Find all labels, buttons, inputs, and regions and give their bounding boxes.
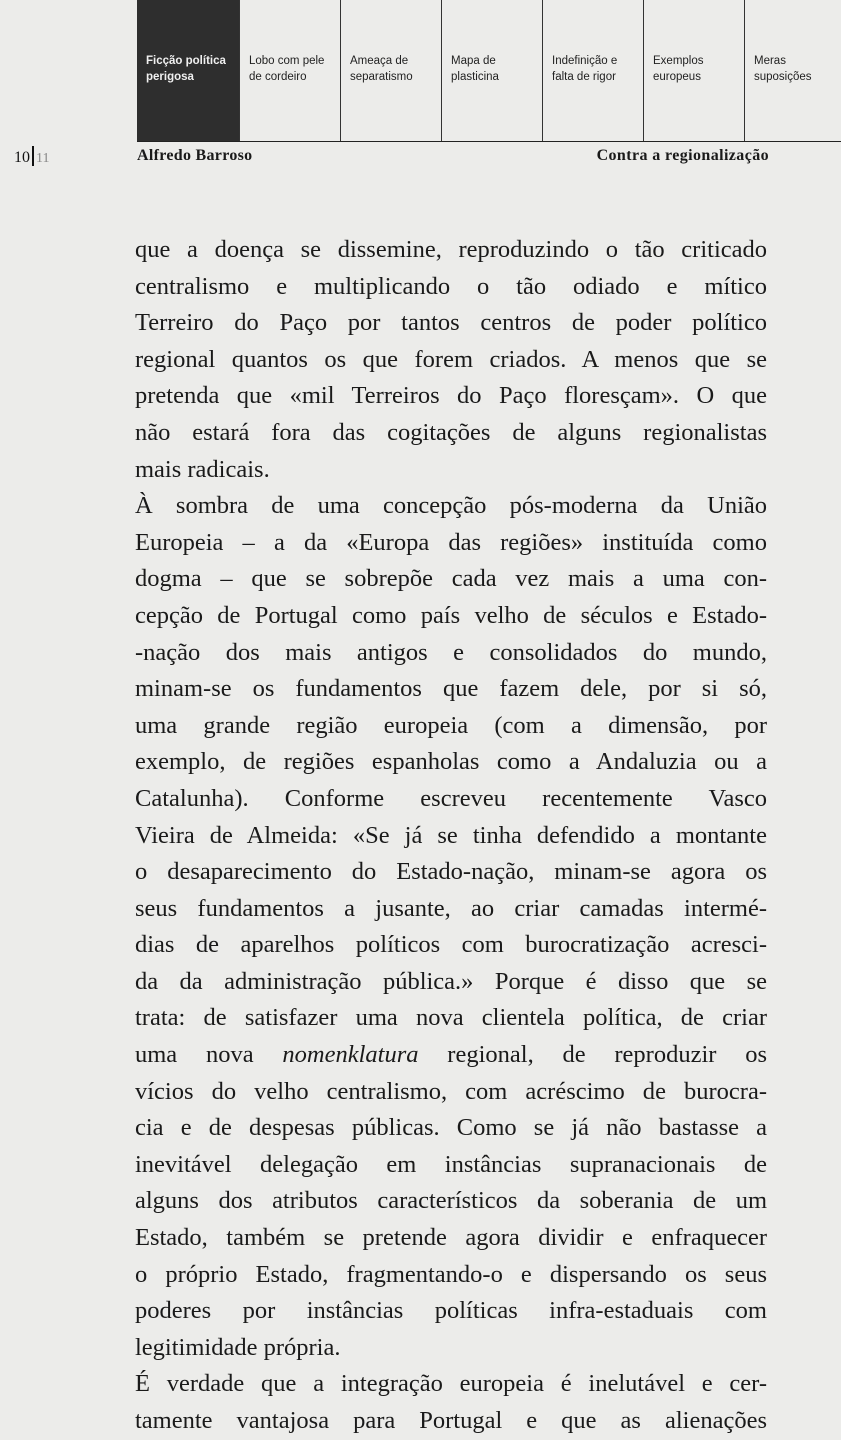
text-line: da da administração pública.» Porque é disso que se	[135, 967, 767, 995]
text-line: cepção de Portugal como país velho de séculos e Estado-	[135, 601, 767, 629]
text-line: poderes por instâncias políticas infra-estaduais com	[135, 1297, 767, 1325]
text-line: inevitável delegação em instâncias supranacionais de	[135, 1150, 767, 1178]
tab-label-line1: Mapa de	[451, 55, 496, 67]
text-line: minam-se os fundamentos que fazem dele, por si só,	[135, 675, 767, 703]
tab-ameaca-separatismo[interactable]	[341, 0, 442, 141]
text-line: É verdade que a integração europeia é inelutável e cer-	[135, 1370, 767, 1398]
text-line: dogma – que se sobrepõe cada vez mais a uma con-	[135, 565, 767, 593]
tab-label-line2: europeus	[653, 71, 701, 83]
tab-mapa-plasticina[interactable]	[442, 0, 543, 141]
text-segment: uma nova	[135, 1041, 254, 1069]
text-line: dias de aparelhos políticos com burocratização acresci-	[135, 931, 767, 959]
page-number	[14, 146, 49, 167]
tab-label-line1: Exemplos	[653, 55, 704, 67]
body-text	[135, 232, 767, 1440]
text-line: alguns dos atributos característicos da soberania de um	[135, 1187, 767, 1215]
tab-label-line1: Meras	[754, 55, 786, 67]
text-line: cia e de despesas públicas. Como se já não bastasse a	[135, 1114, 767, 1142]
tab-label-line2: falta de rigor	[552, 71, 616, 83]
running-head-chapter: Contra a regionalização	[596, 147, 769, 164]
tab-label-line2: separatismo	[350, 71, 413, 83]
text-line: seus fundamentos a jusante, ao criar camadas intermé-	[135, 894, 767, 922]
tab-label-line2: suposições	[754, 71, 812, 83]
text-line: mais radicais.	[135, 455, 270, 483]
text-line: uma grande região europeia (com a dimensão, por	[135, 711, 767, 739]
text-line: À sombra de uma concepção pós-moderna da União	[135, 492, 767, 520]
tab-label-line1: Ficção política	[146, 55, 226, 67]
text-line: Estado, também se pretende agora dividir e enfraquecer	[135, 1224, 767, 1252]
section-tabs	[137, 0, 841, 142]
page-next: 11	[36, 151, 50, 166]
text-line: legitimidade própria.	[135, 1333, 341, 1361]
text-line: pretenda que «mil Terreiros do Paço floresçam». O que	[135, 382, 767, 410]
italic-term: nomenklatura	[282, 1041, 419, 1069]
text-line: exemplo, de regiões espanholas como a Andaluzia ou a	[135, 748, 767, 776]
tab-meras-suposicoes[interactable]	[745, 0, 841, 141]
text-line: Terreiro do Paço por tantos centros de poder político	[135, 309, 767, 337]
tab-label-line2: plasticina	[451, 71, 499, 83]
tab-lobo-com-pele[interactable]	[240, 0, 341, 141]
text-line: vícios do velho centralismo, com acréscimo de burocra-	[135, 1077, 767, 1105]
text-line: que a doença se dissemine, reproduzindo o tão criticado	[135, 236, 767, 263]
text-line: Europeia – a da «Europa das regiões» instituída como	[135, 528, 767, 556]
tab-label-line1: Indefinição e	[552, 55, 618, 67]
text-line: não estará fora das cogitações de alguns regionalistas	[135, 418, 767, 446]
page-separator	[32, 146, 34, 166]
tab-label-line1: Lobo com pele	[249, 55, 325, 67]
text-line: trata: de satisfazer uma nova clientela política, de criar	[135, 1004, 767, 1032]
text-line: Catalunha). Conforme escreveu recentemente Vasco	[135, 784, 767, 812]
text-line: regional quantos os que forem criados. A menos que se	[135, 345, 767, 373]
tab-label-line1: Ameaça de	[350, 55, 409, 67]
tab-exemplos-europeus[interactable]	[644, 0, 745, 141]
text-line: o desaparecimento do Estado-nação, minam-se agora os	[135, 858, 767, 886]
text-line: centralismo e multiplicando o tão odiado e mítico	[135, 272, 767, 300]
running-head-author: Alfredo Barroso	[137, 147, 253, 164]
text-line: o próprio Estado, fragmentando-o e dispersando os seus	[135, 1260, 767, 1288]
tab-indefinicao[interactable]	[543, 0, 644, 141]
tab-label-line2: de cordeiro	[249, 71, 307, 83]
tab-ficcao-politica[interactable]	[137, 0, 240, 141]
page-current: 10	[14, 149, 30, 166]
text-line: tamente vantajosa para Portugal e que as alienações	[135, 1407, 767, 1434]
text-segment: regional, de reproduzir os	[447, 1041, 768, 1069]
text-line-mixed	[135, 1037, 767, 1074]
text-line: -nação dos mais antigos e consolidados do mundo,	[135, 638, 767, 666]
tab-label-line2: perigosa	[146, 71, 194, 83]
text-line: Vieira de Almeida: «Se já se tinha defendido a montante	[135, 821, 767, 849]
